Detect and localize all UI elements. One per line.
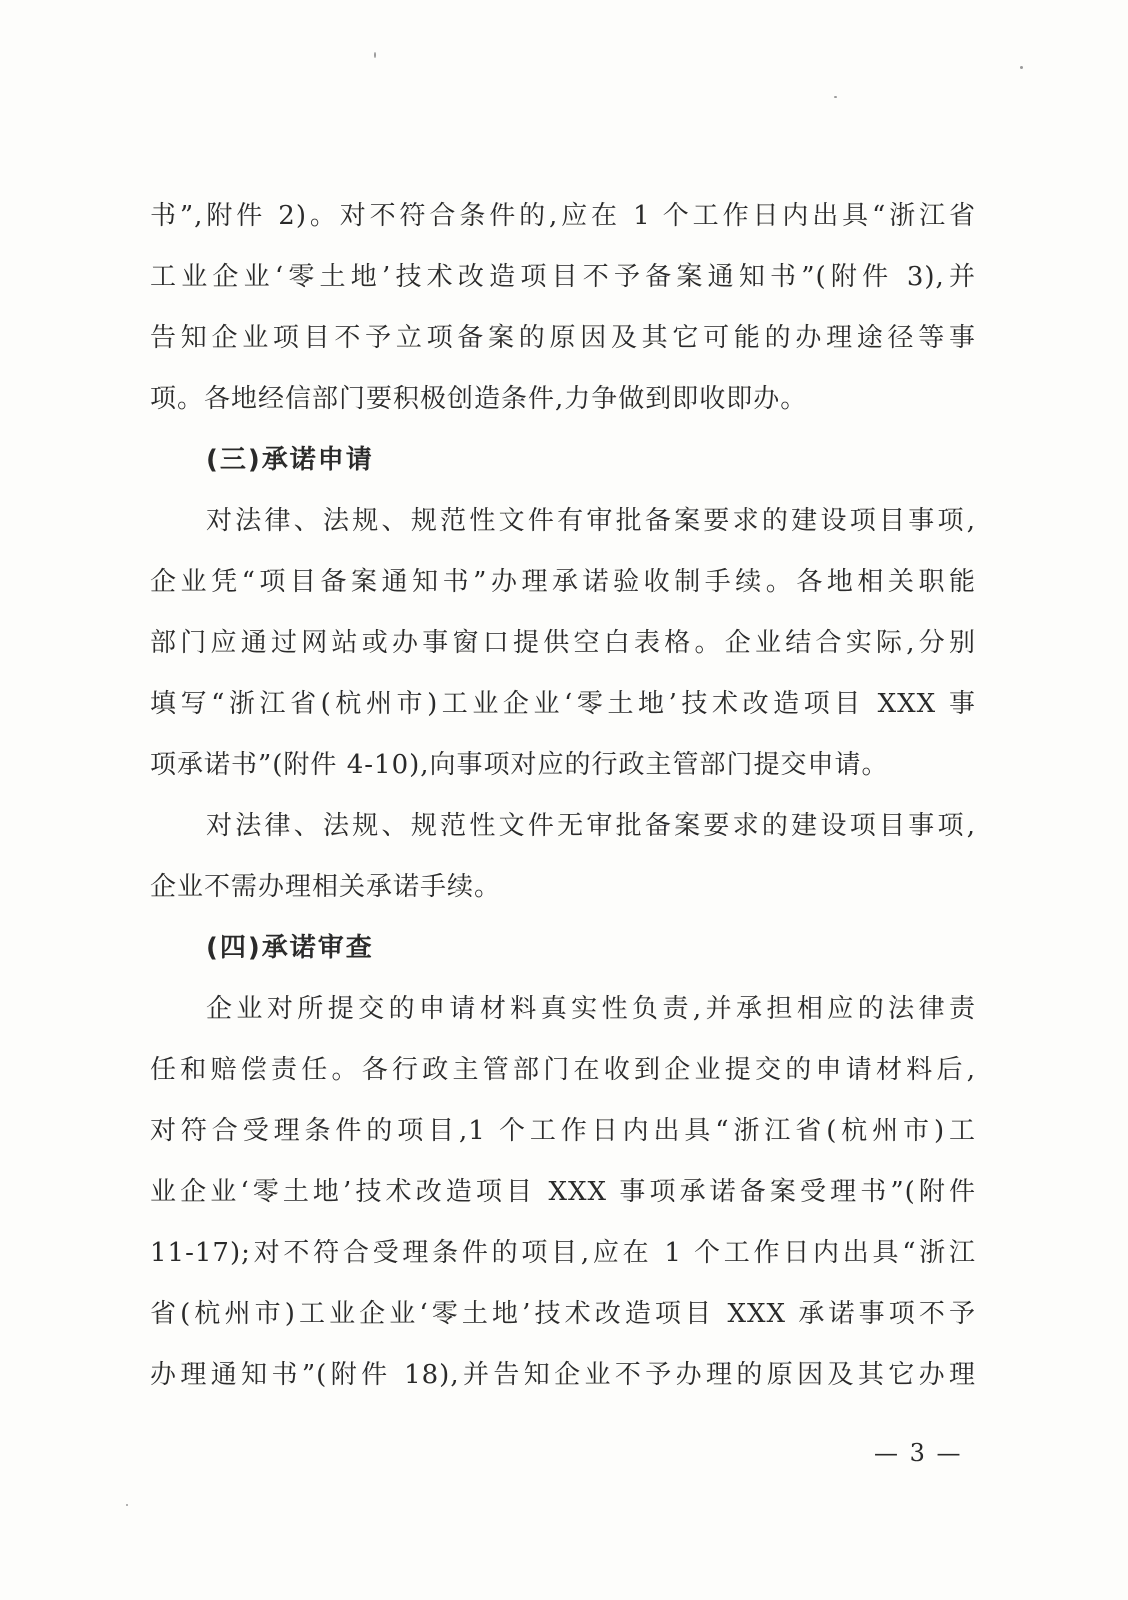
section-heading: (四)承诺审查 <box>206 933 374 963</box>
text-line: 填写“浙江省(杭州市)工业企业‘零土地’技术改造项目 XXX 事 <box>150 689 976 719</box>
text-line: 办理通知书”(附件 18),并告知企业不予办理的原因及其它办理 <box>150 1360 976 1390</box>
text-line: 对法律、法规、规范性文件无审批备案要求的建设项目事项, <box>206 811 976 841</box>
text-line: 企业不需办理相关承诺手续。 <box>150 872 502 902</box>
text-line: 对法律、法规、规范性文件有审批备案要求的建设项目事项, <box>206 506 976 536</box>
text-line: 工业企业‘零土地’技术改造项目不予备案通知书”(附件 3),并 <box>150 262 976 292</box>
text-line: 企业对所提交的申请材料真实性负责,并承担相应的法律责 <box>206 994 976 1024</box>
scan-speck <box>1020 66 1023 69</box>
text-line: 项承诺书”(附件 4-10),向事项对应的行政主管部门提交申请。 <box>150 750 889 780</box>
scan-speck <box>374 52 376 58</box>
text-line: 部门应通过网站或办事窗口提供空白表格。企业结合实际,分别 <box>150 628 976 658</box>
section-heading: (三)承诺申请 <box>206 445 374 475</box>
text-line: 省(杭州市)工业企业‘零土地’技术改造项目 XXX 承诺事项不予 <box>150 1299 976 1329</box>
text-line: 告知企业项目不予立项备案的原因及其它可能的办理途径等事 <box>150 323 976 353</box>
text-line: 书”,附件 2)。对不符合条件的,应在 1 个工作日内出具“浙江省 <box>150 201 976 231</box>
text-line: 对符合受理条件的项目,1 个工作日内出具“浙江省(杭州市)工 <box>150 1116 976 1146</box>
text-line: 业企业‘零土地’技术改造项目 XXX 事项承诺备案受理书”(附件 <box>150 1177 976 1207</box>
text-line: 任和赔偿责任。各行政主管部门在收到企业提交的申请材料后, <box>150 1055 976 1085</box>
text-line: 11-17);对不符合受理条件的项目,应在 1 个工作日内出具“浙江 <box>150 1238 976 1268</box>
text-line: 项。各地经信部门要积极创造条件,力争做到即收即办。 <box>150 384 808 414</box>
document-body <box>150 186 976 1406</box>
text-line: 企业凭“项目备案通知书”办理承诺验收制手续。各地相关职能 <box>150 567 976 597</box>
scan-speck <box>834 96 837 98</box>
scan-speck <box>126 1504 128 1506</box>
page-number: — 3 — <box>874 1439 963 1467</box>
